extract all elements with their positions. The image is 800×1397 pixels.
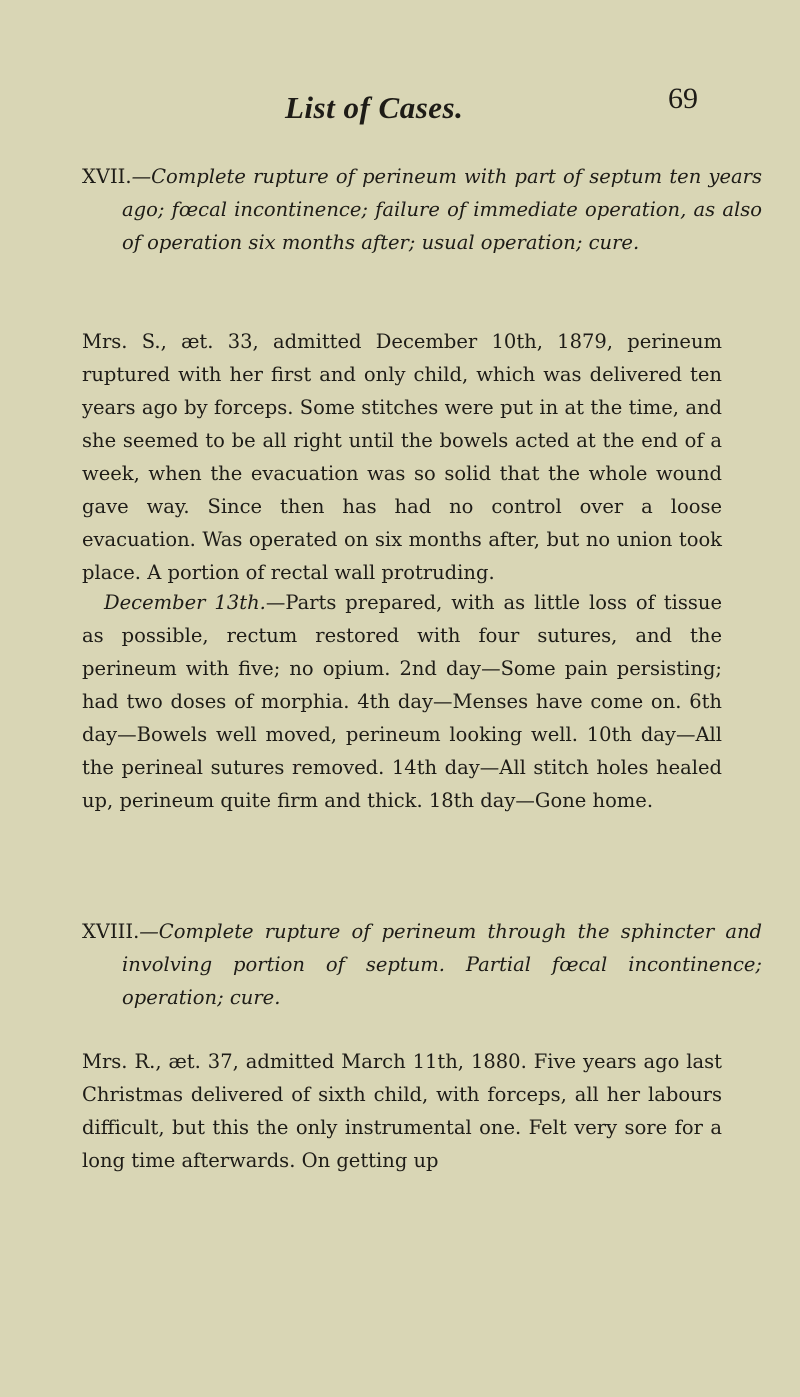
case-18-heading <box>82 915 762 1014</box>
running-head <box>0 80 800 130</box>
case-17-number: XVII. <box>82 165 132 188</box>
case-18-title: —Complete rupture of perineum through the sphincter and involving portion of septum. Partial fœcal incontinence; operation; cure. <box>122 920 762 1009</box>
case-17-paragraph-2-text: —Parts prepared, with as little loss of tissue as possible, rectum restored with four sutures, and the perineum with five; no opium. 2nd day—Some pain persisting; had two doses of morphia. 4th day—Menses have come on. 6th day—Bowels well moved, perineum looking well. 10th day—All the perineal sutures removed. 14th day—All stitch holes healed up, perineum quite firm and thick. 18th day—Gone home. <box>82 591 722 812</box>
case-17-date: December 13th. <box>104 591 266 614</box>
case-18-number: XVIII. <box>82 920 140 943</box>
case-17-paragraph-2 <box>82 586 722 817</box>
running-title: List of Cases. <box>285 90 464 125</box>
case-18-paragraph-1: Mrs. R., æt. 37, admitted March 11th, 1880. Five years ago last Christmas delivered of sixth child, with forceps, all her labours difficult, but this the only instrumental one. Felt very sore for a long time afterwards. On getting up <box>82 1050 722 1172</box>
case-17-title: —Complete rupture of perineum with part of septum ten years ago; fœcal incontinence; failure of immediate operation, as also of operation six months after; usual operation; cure. <box>122 165 762 254</box>
case-17-paragraph-1: Mrs. S., æt. 33, admitted December 10th, 1879, perineum ruptured with her first and only child, which was delivered ten years ago by forceps. Some stitches were put in at the time, and she seemed to be all right until the bowels acted at the end of a week, when the evacuation was so solid that the whole wound gave way. Since then has had no control over a loose evacuation. Was operated on six months after, but no union took place. A portion of rectal wall protruding. <box>82 330 722 584</box>
case-17-heading <box>82 160 762 259</box>
page-number: 69 <box>668 82 698 115</box>
